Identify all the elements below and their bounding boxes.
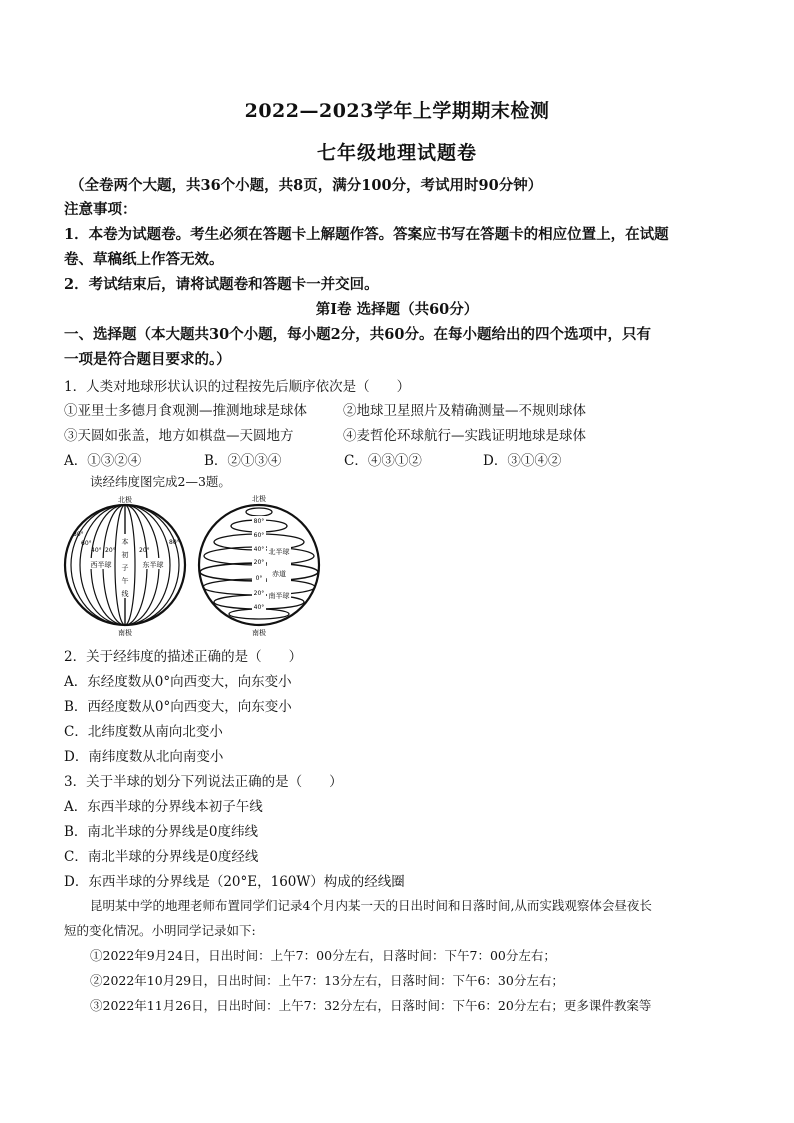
- q3-option-c: C．南北半球的分界线是0度经线: [64, 849, 259, 865]
- meridian-20-east-label: 20°: [139, 547, 150, 554]
- note-2: 2．考试结束后，请将试题卷和答题卡一并交回。: [64, 276, 379, 293]
- q3-stem: 3．关于半球的划分下列说法正确的是（ ）: [64, 774, 343, 790]
- meridian-80-label: 80°: [73, 531, 84, 538]
- right-south-pole-label: 南极: [252, 629, 266, 637]
- q1-option-a: A．①③②④: [64, 453, 142, 469]
- equator-label: 赤道: [272, 570, 286, 578]
- prime-meridian-char: 本: [121, 538, 129, 546]
- southern-hemisphere-label: 南半球: [268, 592, 290, 600]
- parallel-40s-label: 40°: [253, 604, 265, 611]
- record-3: ③2022年11月26日，日出时间：上午7：32分左右，日落时间：下午6：20分左右；更多课件教案等: [90, 998, 652, 1013]
- q1-stem: 1．人类对地球形状认识的过程按先后顺序依次是（ ）: [64, 379, 411, 395]
- exam-info: （全卷两个大题，共36个小题，共8页，满分100分，考试用时90分钟）: [70, 177, 543, 194]
- notes-heading: 注意事项：: [64, 201, 137, 218]
- eastern-hemisphere-label: 东半球: [142, 561, 164, 569]
- prime-meridian-char: 子: [121, 564, 129, 572]
- q1-option-d: D．③①④②: [483, 453, 562, 469]
- northern-hemisphere-label: 北半球: [268, 548, 290, 556]
- note-1-line-2: 卷、草稿纸上作答无效。: [64, 251, 224, 268]
- western-hemisphere-label: 西半球: [90, 561, 112, 569]
- q3-option-d: D．东西半球的分界线是（20°E，160W）构成的经线圈: [64, 874, 405, 890]
- record-2: ②2022年10月29日，日出时间：上午7：13分左右，日落时间：下午6：30分左右；: [90, 973, 564, 988]
- q2-option-c: C．北纬度数从南向北变小: [64, 724, 223, 740]
- parallel-20s-label: 20°: [253, 590, 265, 597]
- q3-option-a: A．东西半球的分界线本初子午线: [64, 799, 263, 815]
- passage-line-2: 短的变化情况。小明同学记录如下:: [64, 923, 256, 938]
- q2-option-a: A．东经度数从0°向西变大，向东变小: [64, 674, 292, 690]
- passage-line-1: 昆明某中学的地理老师布置同学们记录4个月内某一天的日出时间和日落时间,从而实践观察体会昼夜长: [90, 898, 652, 913]
- meridian-80-east-label: 80°: [169, 539, 180, 546]
- parallel-0-label: 0°: [255, 575, 263, 582]
- q1-option-b: B．②①③④: [204, 453, 282, 469]
- q1-item-1: ①亚里士多德月食观测—推测地球是球体: [64, 403, 307, 419]
- section-1-line-2: 一项是符合题目要求的。）: [64, 351, 231, 368]
- q2-stem: 2．关于经纬度的描述正确的是（ ）: [64, 649, 303, 665]
- parallel-40n-label: 40°: [253, 546, 265, 553]
- prime-meridian-char: 初: [121, 551, 129, 559]
- parallel-80-label: 80°: [253, 518, 265, 525]
- q3-option-b: B．南北半球的分界线是0度纬线: [64, 824, 259, 840]
- left-north-pole-label: 北极: [118, 496, 132, 504]
- left-south-pole-label: 南极: [118, 629, 132, 637]
- latitude-globe-figure: [195, 492, 323, 637]
- parallel-60-label: 60°: [253, 532, 265, 539]
- parallel-line: [246, 508, 272, 516]
- part-1-heading: 第Ⅰ卷 选择题（共60分）: [315, 301, 479, 318]
- record-1: ①2022年9月24日，日出时间：上午7：00分左右，日落时间：下午7：00分左右；: [90, 948, 556, 963]
- note-1-line-1: 1．本卷为试题卷。考生必须在答题卡上解题作答。答案应书写在答题卡的相应位置上，在试题: [64, 226, 669, 243]
- prime-meridian-char: 线: [121, 590, 129, 598]
- q1-item-3: ③天圆如张盖，地方如棋盘—天圆地方: [64, 428, 294, 444]
- map-intro: 读经纬度图完成2—3题。: [90, 474, 231, 489]
- q2-option-d: D．南纬度数从北向南变小: [64, 749, 224, 765]
- exam-title: 2022—2023学年上学期期末检测: [244, 100, 550, 122]
- q1-item-2: ②地球卫星照片及精确测量—不规则球体: [343, 403, 586, 419]
- section-1-line-1: 一、选择题（本大题共30个小题，每小题2分，共60分。在每小题给出的四个选项中，只有: [64, 326, 651, 343]
- meridian-60-label: 60°: [81, 540, 92, 547]
- q1-item-4: ④麦哲伦环球航行—实践证明地球是球体: [343, 428, 586, 444]
- longitude-globe-figure: [60, 492, 190, 637]
- meridian-20-label: 20°: [105, 547, 116, 554]
- meridian-40-label: 40°: [91, 547, 102, 554]
- parallel-20n-label: 20°: [253, 559, 265, 566]
- prime-meridian-char: 午: [121, 577, 129, 585]
- exam-subtitle: 七年级地理试题卷: [316, 142, 477, 164]
- q1-option-c: C．④③①②: [344, 453, 422, 469]
- q2-option-b: B．西经度数从0°向西变大，向东变小: [64, 699, 292, 715]
- right-north-pole-label: 北极: [252, 495, 266, 503]
